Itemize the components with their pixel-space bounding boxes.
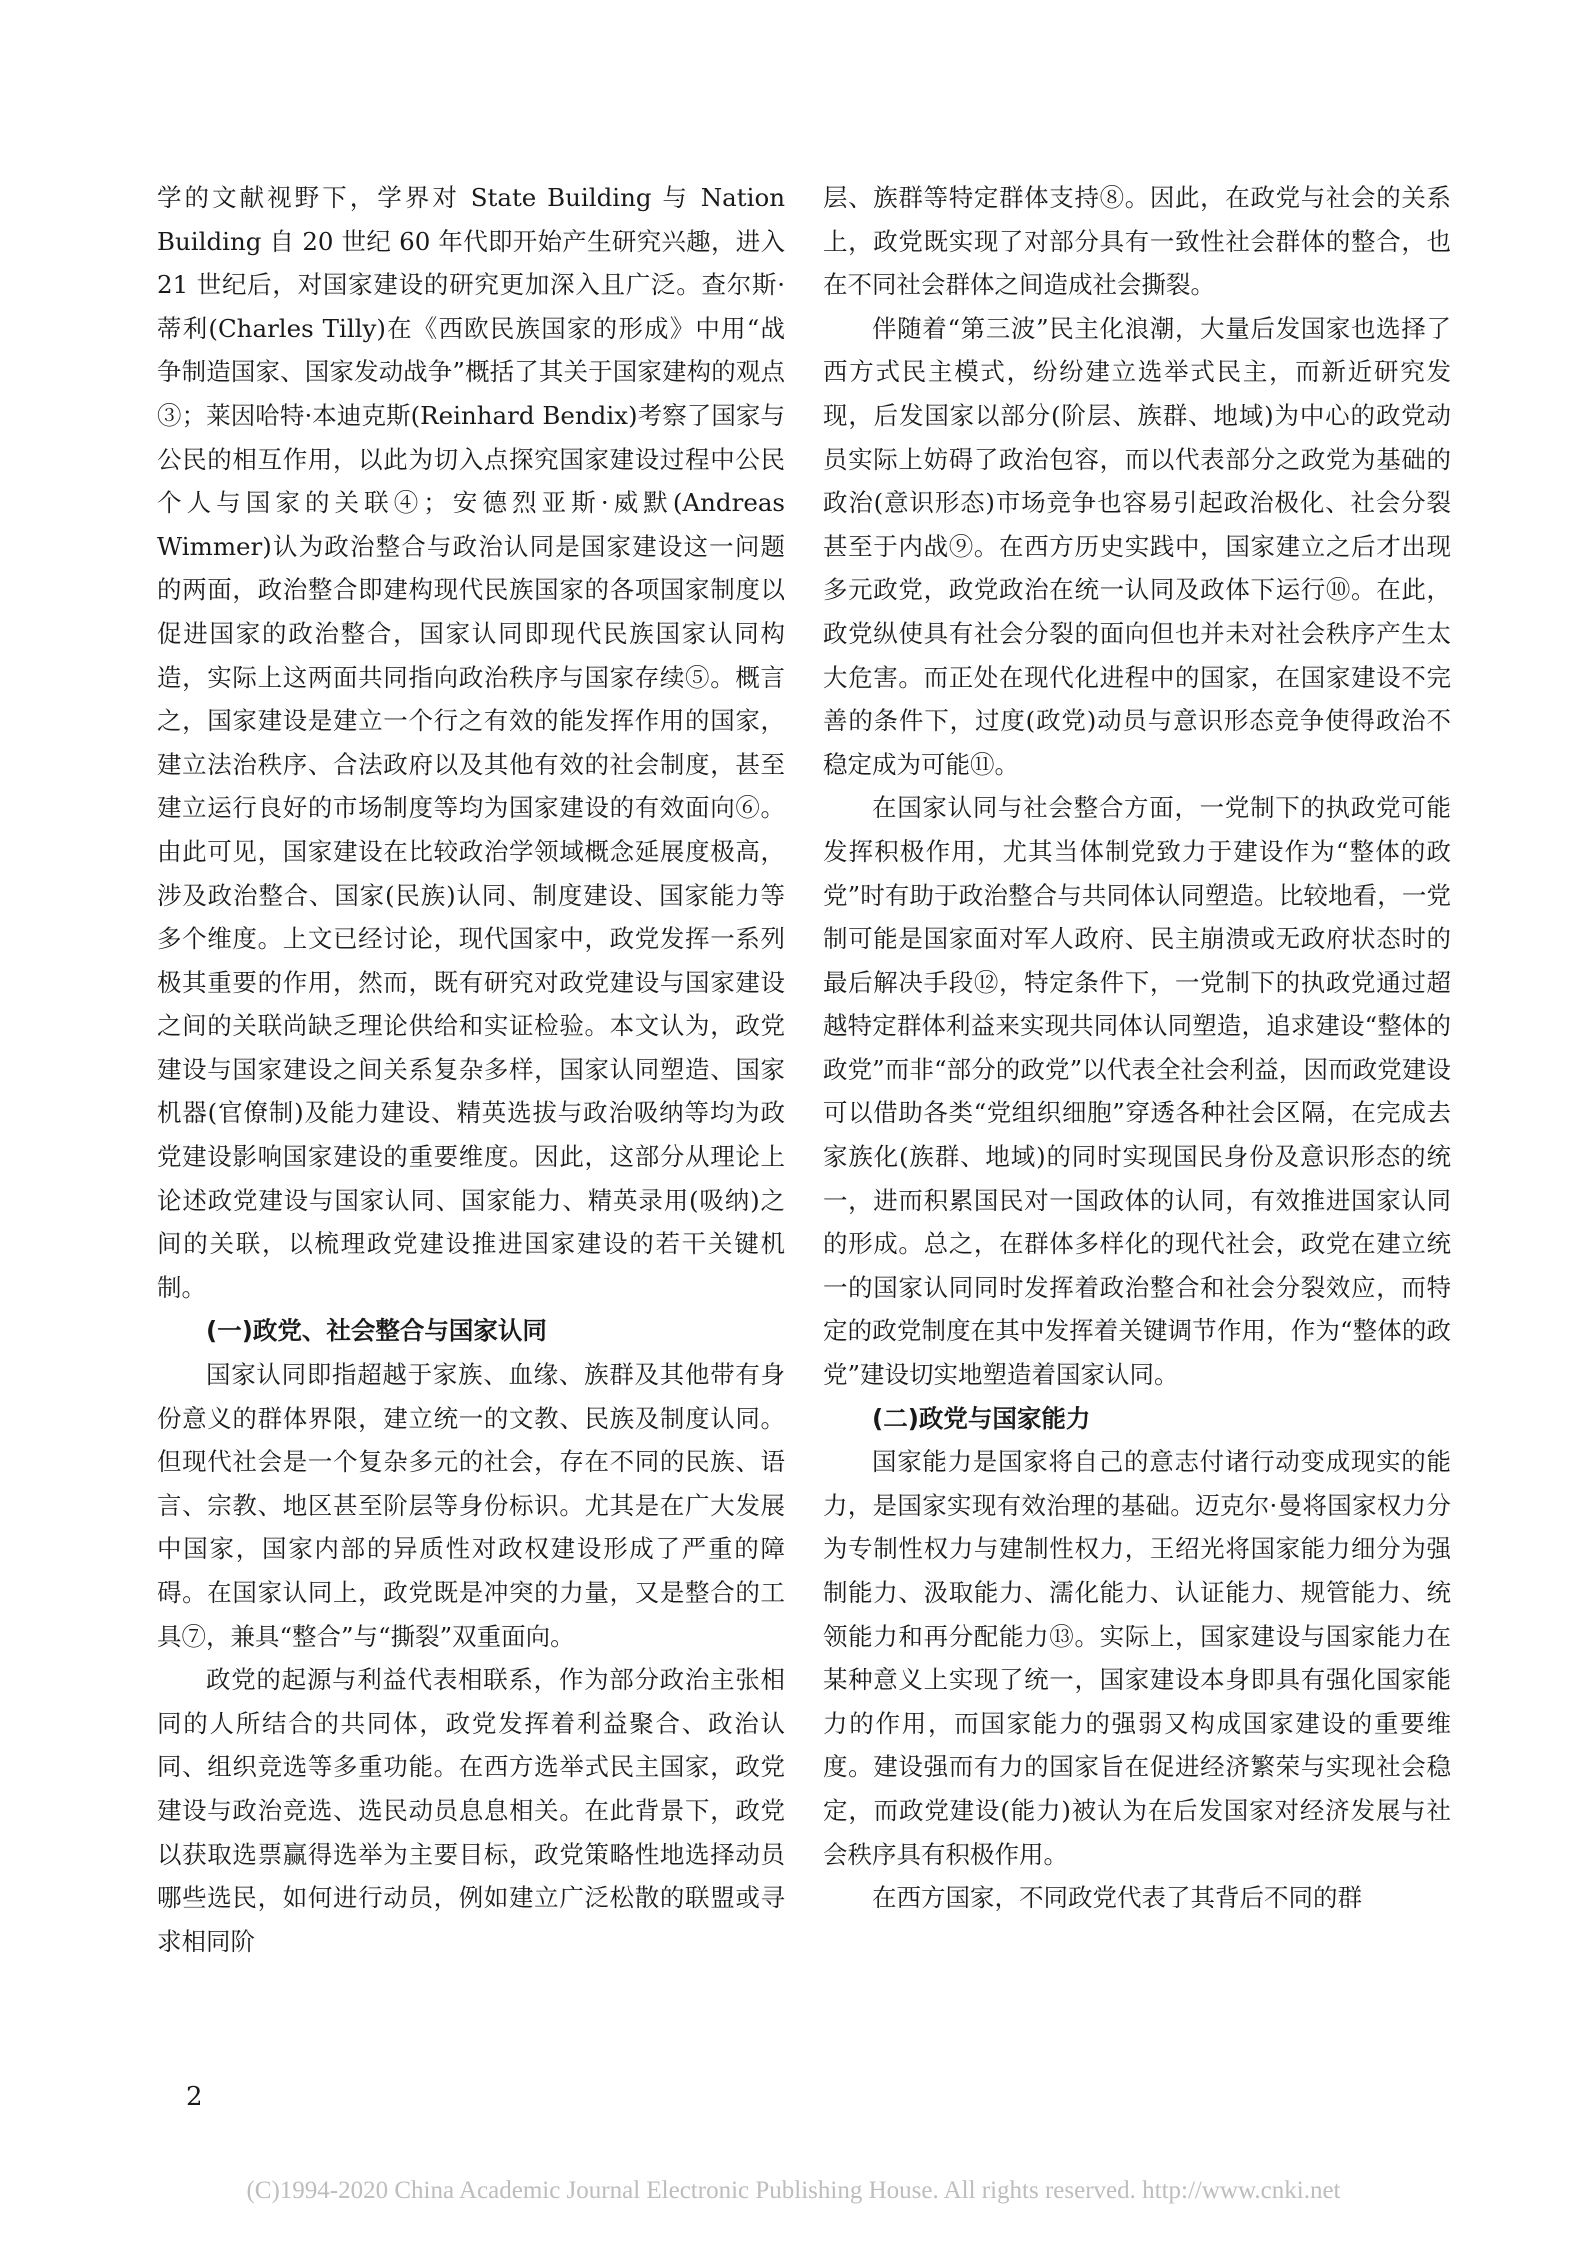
left-column <box>157 176 785 1963</box>
paragraph: 国家能力是国家将自己的意志付诸行动变成现实的能力，是国家实现有效治理的基础。迈克尔·曼将国家权力分为专制性权力与建制性权力，王绍光将国家能力细分为强制能力、汲取能力、濡化能力、认证能力、规管能力、统领能力和再分配能力⑬。实际上，国家建设与国家能力在某种意义上实现了统一，国家建设本身即具有强化国家能力的作用，而国家能力的强弱又构成国家建设的重要维度。建设强而有力的国家旨在促进经济繁荣与实现社会稳定，而政党建设(能力)被认为在后发国家对经济发展与社会秩序具有积极作用。 <box>823 1447 1451 1869</box>
copyright-footer: (C)1994-2020 China Academic Journal Electronic Publishing House. All rights reserved. http://www.cnki.net <box>246 2177 1341 2204</box>
paragraph: 政党的起源与利益代表相联系，作为部分政治主张相同的人所结合的共同体，政党发挥着利益聚合、政治认同、组织竞选等多重功能。在西方选举式民主国家，政党建设与政治竞选、选民动员息息相关。在此背景下，政党以获取选票赢得选举为主要目标，政党策略性地选择动员哪些选民，如何进行动员，例如建立广泛松散的联盟或寻求相同阶 <box>157 1665 785 1956</box>
paragraph: 国家认同即指超越于家族、血缘、族群及其他带有身份意义的群体界限，建立统一的文教、民族及制度认同。但现代社会是一个复杂多元的社会，存在不同的民族、语言、宗教、地区甚至阶层等身份标识。尤其是在广大发展中国家，国家内部的异质性对政权建设形成了严重的障碍。在国家认同上，政党既是冲突的力量，又是整合的工具⑦，兼具“整合”与“撕裂”双重面向。 <box>157 1360 785 1651</box>
section-heading: (二)政党与国家能力 <box>872 1403 1091 1433</box>
page-number: 2 <box>186 2082 203 2112</box>
paragraph: 伴随着“第三波”民主化浪潮，大量后发国家也选择了西方式民主模式，纷纷建立选举式民主，而新近研究发现，后发国家以部分(阶层、族群、地域)为中心的政党动员实际上妨碍了政治包容，而以代表部分之政党为基础的政治(意识形态)市场竞争也容易引起政治极化、社会分裂甚至于内战⑨。在西方历史实践中，国家建立之后才出现多元政党，政党政治在统一认同及政体下运行⑩。在此，政党纵使具有社会分裂的面向但也并未对社会秩序产生太大危害。而正处在现代化进程中的国家，在国家建设不完善的条件下，过度(政党)动员与意识形态竞争使得政治不稳定成为可能⑪。 <box>823 313 1451 779</box>
paragraph: 层、族群等特定群体支持⑧。因此，在政党与社会的关系上，政党既实现了对部分具有一致性社会群体的整合，也在不同社会群体之间造成社会撕裂。 <box>823 183 1451 300</box>
paragraph: 在国家认同与社会整合方面，一党制下的执政党可能发挥积极作用，尤其当体制党致力于建设作为“整体的政党”时有助于政治整合与共同体认同塑造。比较地看，一党制可能是国家面对军人政府、民主崩溃或无政府状态时的最后解决手段⑫，特定条件下，一党制下的执政党通过超越特定群体利益来实现共同体认同塑造，追求建设“整体的政党”而非“部分的政党”以代表全社会利益，因而政党建设可以借助各类“党组织细胞”穿透各种社会区隔，在完成去家族化(族群、地域)的同时实现国民身份及意识形态的统一，进而积累国民对一国政体的认同，有效推进国家认同的形成。总之，在群体多样化的现代社会，政党在建立统一的国家认同同时发挥着政治整合和社会分裂效应，而特定的政党制度在其中发挥着关键调节作用，作为“整体的政党”建设切实地塑造着国家认同。 <box>823 793 1451 1390</box>
section-heading: (一)政党、社会整合与国家认同 <box>206 1316 547 1346</box>
paragraph: 学的文献视野下，学界对 State Building 与 Nation Building 自 20 世纪 60 年代即开始产生研究兴趣，进入 21 世纪后，对国家建设的研究更加深入且广泛。查尔斯·蒂利(Charles Tilly)在《西欧民族国家的形成》中用“战争制造国家、国家发动战争”概括了其关于国家建构的观点③；莱因哈特·本迪克斯(Reinhard Bendix)考察了国家与公民的相互作用，以此为切入点探究国家建设过程中公民个人与国家的关联④；安德烈亚斯·威默(Andreas Wimmer)认为政治整合与政治认同是国家建设这一问题的两面，政治整合即建构现代民族国家的各项国家制度以促进国家的政治整合，国家认同即现代民族国家认同构造，实际上这两面共同指向政治秩序与国家存续⑤。概言之，国家建设是建立一个行之有效的能发挥作用的国家，建立法治秩序、合法政府以及其他有效的社会制度，甚至建立运行良好的市场制度等均为国家建设的有效面向⑥。由此可见，国家建设在比较政治学领域概念延展度极高，涉及政治整合、国家(民族)认同、制度建设、国家能力等多个维度。上文已经讨论，现代国家中，政党发挥一系列极其重要的作用，然而，既有研究对政党建设与国家建设之间的关联尚缺乏理论供给和实证检验。本文认为，政党建设与国家建设之间关系复杂多样，国家认同塑造、国家机器(官僚制)及能力建设、精英选拔与政治吸纳等均为政党建设影响国家建设的重要维度。因此，这部分从理论上论述政党建设与国家认同、国家能力、精英录用(吸纳)之间的关联，以梳理政党建设推进国家建设的若干关键机制。 <box>157 183 785 1302</box>
paragraph: 在西方国家，不同政党代表了其背后不同的群 <box>872 1883 1362 1913</box>
right-column <box>823 176 1451 1920</box>
